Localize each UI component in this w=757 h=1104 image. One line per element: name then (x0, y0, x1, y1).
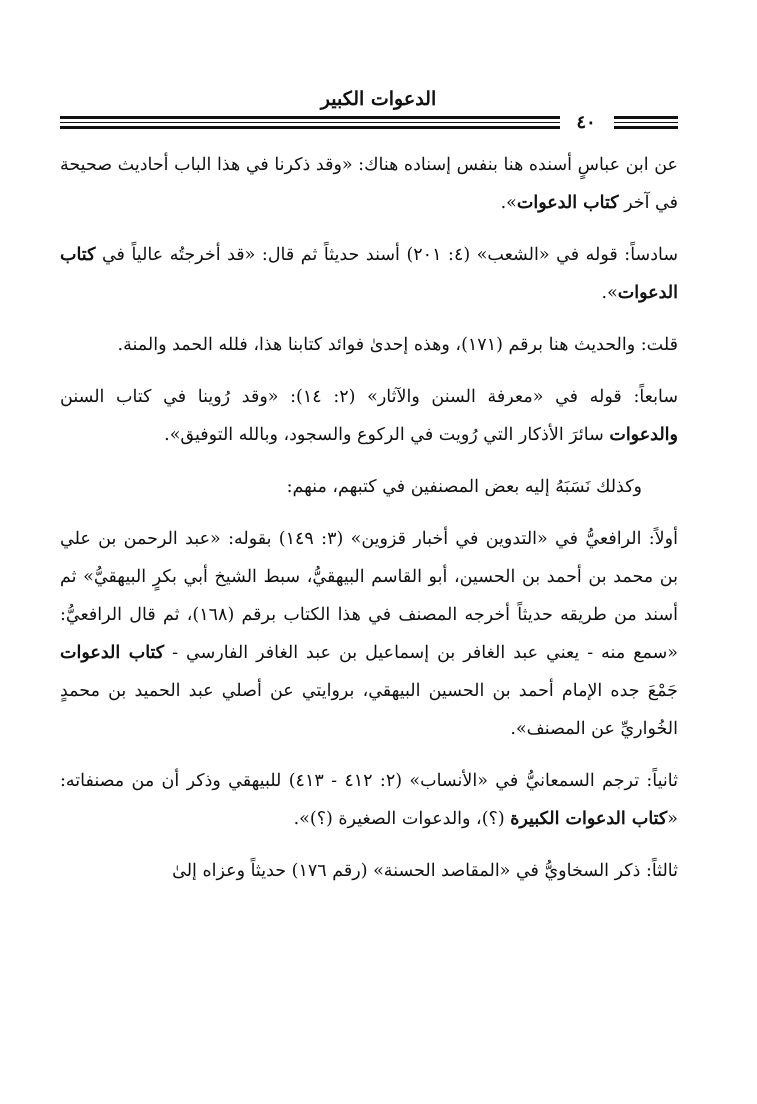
header-rule-right-bottom (614, 126, 678, 129)
text-run: ». (601, 283, 618, 303)
paragraph (60, 146, 678, 222)
paragraph (60, 378, 678, 454)
text-run: سابعاً: قوله في «معرفة السنن والآثار» (٢: ١٤): «وقد رُوينا في كتاب السنن (60, 387, 678, 407)
header-rule-right-middle (614, 122, 678, 123)
header-rule-bottom (60, 126, 560, 129)
header-rule-right-top (614, 116, 678, 119)
text-run: وكذلك نَسَبَهُ إليه بعض المصنفين في كتبهم، منهم: (286, 477, 642, 497)
text-run: ثالثاً: ذكر السخاويُّ في «المقاصد الحسنة» (رقم ١٧٦) حديثاً وعزاه إلىٰ (172, 861, 678, 881)
text-run: جَمْعَ جده الإمام أحمد بن الحسين البيهقي، بروايتي عن أصلي عبد الحميد بن محمدٍ الخُواريِّ عن المصنف». (60, 681, 678, 739)
header-rule-middle (60, 122, 560, 123)
paragraph (60, 852, 678, 890)
bold-citation: كتاب الدعوات (516, 193, 619, 213)
running-title: الدعوات الكبير (320, 88, 437, 110)
bold-citation: كتاب الدعوات (60, 643, 165, 663)
bold-citation: كتاب الدعوات الكبيرة (510, 809, 668, 829)
bold-citation: كتاب الدعوات (60, 245, 678, 303)
paragraph (60, 326, 678, 364)
text-run: سادساً: قوله في «الشعب» (٤: ٢٠١) أسند حديثاً ثم قال: «قد أخرجتُه عالياً في (95, 245, 678, 265)
body-text (60, 146, 678, 904)
text-run: ». (500, 193, 517, 213)
text-run: سائرَ الأذكار التي رُويت في الركوع والسجود، وبالله التوفيق». (164, 425, 610, 445)
paragraph (60, 236, 678, 312)
page-number: ٤٠ (576, 112, 596, 133)
header-rule-top (60, 116, 560, 119)
paragraph (60, 520, 678, 748)
text-run: قلت: والحديث هنا برقم (١٧١)، وهذه إحدىٰ فوائد كتابنا هذا، فلله الحمد والمنة. (117, 335, 678, 355)
paragraph (60, 468, 678, 506)
text-run: عن ابن عباسٍ أسنده هنا بنفس إسناده هناك: «وقد ذكرنا في هذا الباب أحاديث صحيحة في آخر (60, 155, 678, 213)
text-run: ثانياً: ترجم السمعانيُّ في «الأنساب» (٢: ٤١٢ - ٤١٣) للبيهقي وذكر أن من مصنفاته: « (60, 771, 678, 829)
paragraph (60, 762, 678, 838)
bold-citation: والدعوات (609, 425, 678, 445)
text-run: (؟)، والدعوات الصغيرة (؟)». (293, 809, 511, 829)
text-run: أولاً: الرافعيُّ في «التدوين في أخبار قزوين» (٣: ١٤٩) بقوله: «عبد الرحمن بن علي بن محمد بن أحمد بن الحسين، أبو القاسم البيهقيُّ، سبط الشيخ أبي بكرٍ البيهقيُّ» ثم أسند من طريقه حديثاً أخرجه المصنف في هذا الكتاب برقم (١٦٨)، ثم قال الرافعيُّ: «سمع منه - يعني عبد الغافر بن إسماعيل بن عبد الغافر الفارسي - (60, 529, 678, 663)
